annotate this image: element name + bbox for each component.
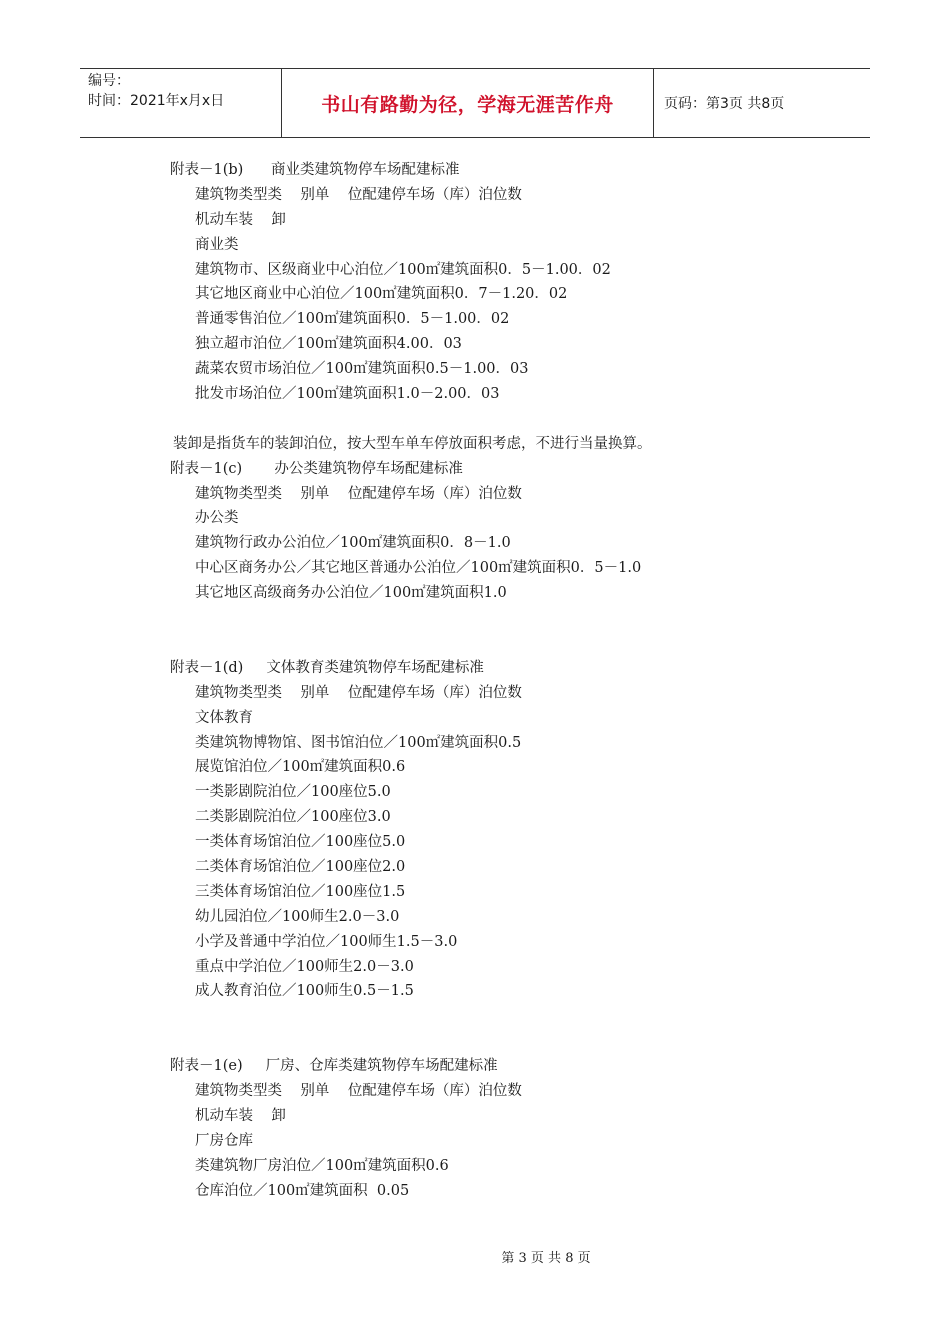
section-b-line: 机动车装 卸 [195, 211, 286, 228]
section-c-line: 办公类 [195, 510, 239, 527]
section-e-line: 厂房仓库 [195, 1132, 253, 1149]
section-e-line: 类建筑物厂房泊位／100㎡建筑面积0.6 [195, 1157, 449, 1174]
section-b-line: 商业类 [195, 236, 239, 253]
header-page-label: 页码：第3页 共8页 [664, 96, 785, 112]
page-header [80, 68, 870, 138]
section-d-title: 附表－1(d) 文体教育类建筑物停车场配建标准 [170, 659, 484, 676]
header-meta [80, 69, 282, 137]
header-time-label: 时间：2021年x月x日 [88, 93, 225, 109]
section-d-line: 重点中学泊位／100师生2.0－3.0 [195, 958, 414, 975]
section-c-line: 建筑物行政办公泊位／100㎡建筑面积0．8－1.0 [195, 535, 511, 552]
section-d-line: 一类体育场馆泊位／100座位5.0 [195, 834, 406, 851]
section-d-line: 成人教育泊位／100师生0.5－1.5 [195, 983, 414, 1000]
header-number-label: 编号： [88, 73, 130, 89]
section-d-line: 建筑物类型类 别单 位配建停车场（库）泊位数 [195, 684, 522, 701]
section-d-line: 类建筑物博物馆、图书馆泊位／100㎡建筑面积0.5 [195, 734, 522, 751]
section-d-line: 一类影剧院泊位／100座位5.0 [195, 784, 391, 801]
section-b-line: 蔬菜农贸市场泊位／100㎡建筑面积0.5－1.00．03 [195, 361, 529, 378]
section-d-line: 小学及普通中学泊位／100师生1.5－3.0 [195, 933, 458, 950]
document-body [170, 158, 870, 1203]
header-motto: 书山有路勤为径，学海无涯苦作舟 [282, 69, 654, 137]
section-c-line: 中心区商务办公／其它地区普通办公泊位／100㎡建筑面积0．5－1.0 [195, 560, 642, 577]
section-d-line: 幼儿园泊位／100师生2.0－3.0 [195, 908, 400, 925]
section-e-title: 附表－1(e) 厂房、仓库类建筑物停车场配建标准 [170, 1058, 498, 1075]
section-e-line: 机动车装 卸 [195, 1107, 286, 1124]
page-footer: 第 3 页 共 8 页 [501, 1251, 591, 1266]
section-b-line: 建筑物市、区级商业中心泊位／100㎡建筑面积0．5－1.00．02 [195, 261, 611, 278]
section-d-line: 三类体育场馆泊位／100座位1.5 [195, 883, 406, 900]
section-d-line: 文体教育 [195, 709, 253, 726]
section-c-line: 其它地区高级商务办公泊位／100㎡建筑面积1.0 [195, 585, 507, 602]
section-b-line: 批发市场泊位／100㎡建筑面积1.0－2.00．03 [195, 386, 500, 403]
section-e-line: 建筑物类型类 别单 位配建停车场（库）泊位数 [195, 1082, 522, 1099]
section-e-line: 仓库泊位／100㎡建筑面积 0.05 [195, 1182, 410, 1199]
section-b-line: 建筑物类型类 别单 位配建停车场（库）泊位数 [195, 186, 522, 203]
section-b-line: 其它地区商业中心泊位／100㎡建筑面积0．7－1.20．02 [195, 286, 568, 303]
section-c-line: 建筑物类型类 别单 位配建停车场（库）泊位数 [195, 485, 522, 502]
section-d-line: 二类体育场馆泊位／100座位2.0 [195, 858, 406, 875]
section-d-line: 二类影剧院泊位／100座位3.0 [195, 809, 391, 826]
section-b-line: 普通零售泊位／100㎡建筑面积0．5－1.00．02 [195, 311, 510, 328]
section-b-line: 独立超市泊位／100㎡建筑面积4.00．03 [195, 336, 462, 353]
section-b-title: 附表－1(b) 商业类建筑物停车场配建标准 [170, 162, 460, 178]
section-b-note: 装卸是指货车的装卸泊位，按大型车单车停放面积考虑，不进行当量换算。 [173, 435, 652, 452]
section-d-line: 展览馆泊位／100㎡建筑面积0.6 [195, 759, 406, 776]
section-c-title: 附表－1(c) 办公类建筑物停车场配建标准 [170, 460, 463, 477]
